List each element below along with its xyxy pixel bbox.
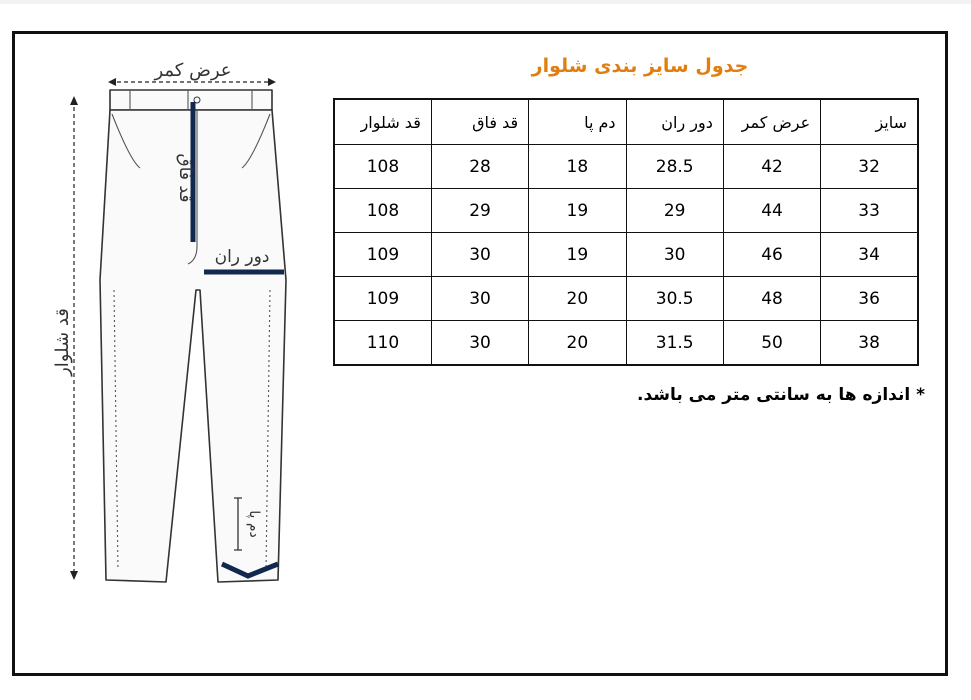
cell-hem: 19 xyxy=(529,189,626,233)
waist-width-label: عرض کمر xyxy=(154,60,232,81)
arrow-head-right xyxy=(268,78,276,86)
header-hem: دم پا xyxy=(529,99,626,145)
header-size: سایز xyxy=(821,99,918,145)
cell-size: 34 xyxy=(821,233,918,277)
cell-rise: 29 xyxy=(431,189,528,233)
arrow-head-left xyxy=(108,78,116,86)
cell-hem: 20 xyxy=(529,321,626,366)
units-note: * اندازه ها به سانتی متر می باشد. xyxy=(636,385,925,405)
cell-size: 32 xyxy=(821,145,918,189)
table-row xyxy=(334,233,918,277)
arrow-head-down xyxy=(70,571,78,580)
arrow-head-up xyxy=(70,96,78,105)
table-row xyxy=(334,321,918,366)
table-row xyxy=(334,277,918,321)
thigh-label: دور ران xyxy=(214,247,270,267)
cell-hem: 19 xyxy=(529,233,626,277)
cell-hem: 18 xyxy=(529,145,626,189)
trousers-diagram xyxy=(38,50,328,610)
chart-title: جدول سایز بندی شلوار xyxy=(531,55,749,77)
cell-size: 33 xyxy=(821,189,918,233)
table-row xyxy=(334,189,918,233)
header-length: قد شلوار xyxy=(334,99,431,145)
cell-rise: 28 xyxy=(431,145,528,189)
cell-thigh: 28.5 xyxy=(626,145,723,189)
cell-waist: 46 xyxy=(723,233,820,277)
cell-length: 108 xyxy=(334,145,431,189)
cell-thigh: 31.5 xyxy=(626,321,723,366)
header-waist: عرض کمر xyxy=(723,99,820,145)
cell-thigh: 30 xyxy=(626,233,723,277)
cell-waist: 48 xyxy=(723,277,820,321)
length-label: قد شلوار xyxy=(52,308,73,376)
cell-hem: 20 xyxy=(529,277,626,321)
cell-waist: 50 xyxy=(723,321,820,366)
cell-thigh: 30.5 xyxy=(626,277,723,321)
header-thigh: دور ران xyxy=(626,99,723,145)
cell-rise: 30 xyxy=(431,277,528,321)
hem-label: دم پا xyxy=(246,510,262,538)
cell-length: 109 xyxy=(334,277,431,321)
cell-size: 38 xyxy=(821,321,918,366)
size-table xyxy=(333,98,919,366)
cell-rise: 30 xyxy=(431,321,528,366)
top-divider xyxy=(0,0,971,4)
table-header-row xyxy=(334,99,918,145)
table-row xyxy=(334,145,918,189)
cell-size: 36 xyxy=(821,277,918,321)
cell-length: 108 xyxy=(334,189,431,233)
cell-rise: 30 xyxy=(431,233,528,277)
rise-label: قد فاق xyxy=(175,153,195,203)
header-rise: قد فاق xyxy=(431,99,528,145)
cell-length: 110 xyxy=(334,321,431,366)
cell-thigh: 29 xyxy=(626,189,723,233)
cell-waist: 44 xyxy=(723,189,820,233)
cell-length: 109 xyxy=(334,233,431,277)
cell-waist: 42 xyxy=(723,145,820,189)
